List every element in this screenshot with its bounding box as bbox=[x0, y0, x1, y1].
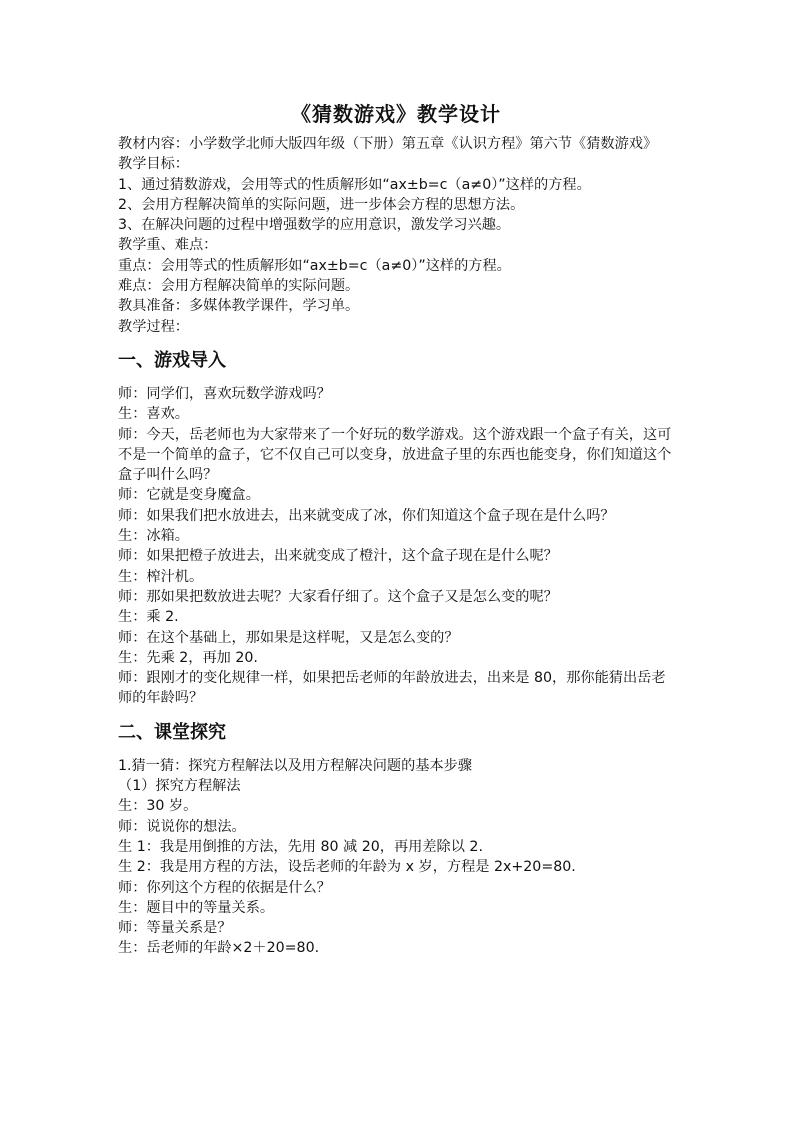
intro-section bbox=[118, 134, 674, 337]
dialogue-line: 师：等量关系是？ bbox=[118, 920, 232, 937]
dialogue-line: 师：那如果把数放进去呢？大家看仔细了。这个盒子又是怎么变的呢？ bbox=[118, 588, 558, 605]
intro-line: 重点：会用等式的性质解形如“ax±b=c（a≠0）”这样的方程。 bbox=[118, 257, 511, 274]
intro-line: 教材内容：小学数学北师大版四年级（下册）第五章《认识方程》第六节《猜数游戏》 bbox=[118, 136, 658, 152]
intro-line: 3、在解决问题的过程中增强数学的应用意识，激发学习兴趣。 bbox=[118, 217, 511, 234]
section-heading-2: 二、课堂探究 bbox=[118, 721, 226, 743]
intro-line: 2、会用方程解决简单的实际问题，进一步体会方程的思想方法。 bbox=[118, 196, 525, 213]
dialogue-line: 生 1：我是用倒推的方法，先用 80 减 20，再用差除以 2. bbox=[118, 838, 483, 855]
dialogue-line: 生：岳老师的年龄×2＋20=80. bbox=[118, 940, 320, 957]
dialogue-line: 生：冰箱。 bbox=[118, 528, 189, 545]
section-2-body bbox=[118, 756, 674, 959]
dialogue-line: 1.猜一猜：探究方程解法以及用方程解决问题的基本步骤 bbox=[118, 757, 473, 774]
dialogue-line: 师：它就是变身魔盒。 bbox=[118, 487, 260, 504]
intro-line: 教学目标： bbox=[118, 156, 189, 173]
dialogue-line: 师：如果我们把水放进去，出来就变成了冰，你们知道这个盒子现在是什么吗？ bbox=[118, 507, 615, 524]
dialogue-line: 生：题目中的等量关系。 bbox=[118, 899, 275, 916]
section-heading-1: 一、游戏导入 bbox=[118, 349, 226, 371]
dialogue-line: 师：在这个基础上，那如果是这样呢，又是怎么变的？ bbox=[118, 629, 459, 646]
intro-line: 教学过程： bbox=[118, 318, 189, 335]
dialogue-line: （1）探究方程解法 bbox=[118, 778, 241, 795]
dialogue-line: 生：榨汁机。 bbox=[118, 568, 204, 585]
intro-line: 难点：会用方程解决简单的实际问题。 bbox=[118, 278, 360, 295]
dialogue-line: 师：如果把橙子放进去，出来就变成了橙汁，这个盒子现在是什么呢？ bbox=[118, 548, 558, 565]
dialogue-line: 师：说说你的想法。 bbox=[118, 818, 246, 835]
intro-line: 教具准备：多媒体教学课件，学习单。 bbox=[118, 298, 360, 315]
intro-line: 教学重、难点： bbox=[118, 237, 218, 254]
dialogue-line: 师：跟刚才的变化规律一样，如果把岳老师的年龄放进去，出来是 80，那你能猜出岳老师的年龄吗？ bbox=[118, 670, 666, 707]
dialogue-line: 生：30 岁。 bbox=[118, 798, 198, 815]
dialogue-line: 生 2：我是用方程的方法，设岳老师的年龄为 x 岁，方程是 2x+20=80. bbox=[118, 859, 576, 876]
intro-line: 1、通过猜数游戏，会用等式的性质解形如“ax±b=c（a≠0）”这样的方程。 bbox=[118, 176, 591, 193]
dialogue-line: 师：同学们，喜欢玩数学游戏吗？ bbox=[118, 385, 331, 402]
dialogue-line: 师：今天，岳老师也为大家带来了一个好玩的数学游戏。这个游戏跟一个盒子有关，这可不是一个简单的盒子，它不仅自己可以变身，放进盒子里的东西也能变身，你们知道这个盒子叫什么吗？ bbox=[118, 426, 672, 484]
dialogue-line: 生：乘 2. bbox=[118, 609, 179, 626]
section-1-body bbox=[118, 384, 674, 709]
document-title: 《猜数游戏》教学设计 bbox=[291, 102, 501, 126]
dialogue-line: 生：先乘 2，再加 20. bbox=[118, 649, 258, 666]
dialogue-line: 生：喜欢。 bbox=[118, 406, 189, 423]
dialogue-line: 师：你列这个方程的依据是什么？ bbox=[118, 879, 331, 896]
